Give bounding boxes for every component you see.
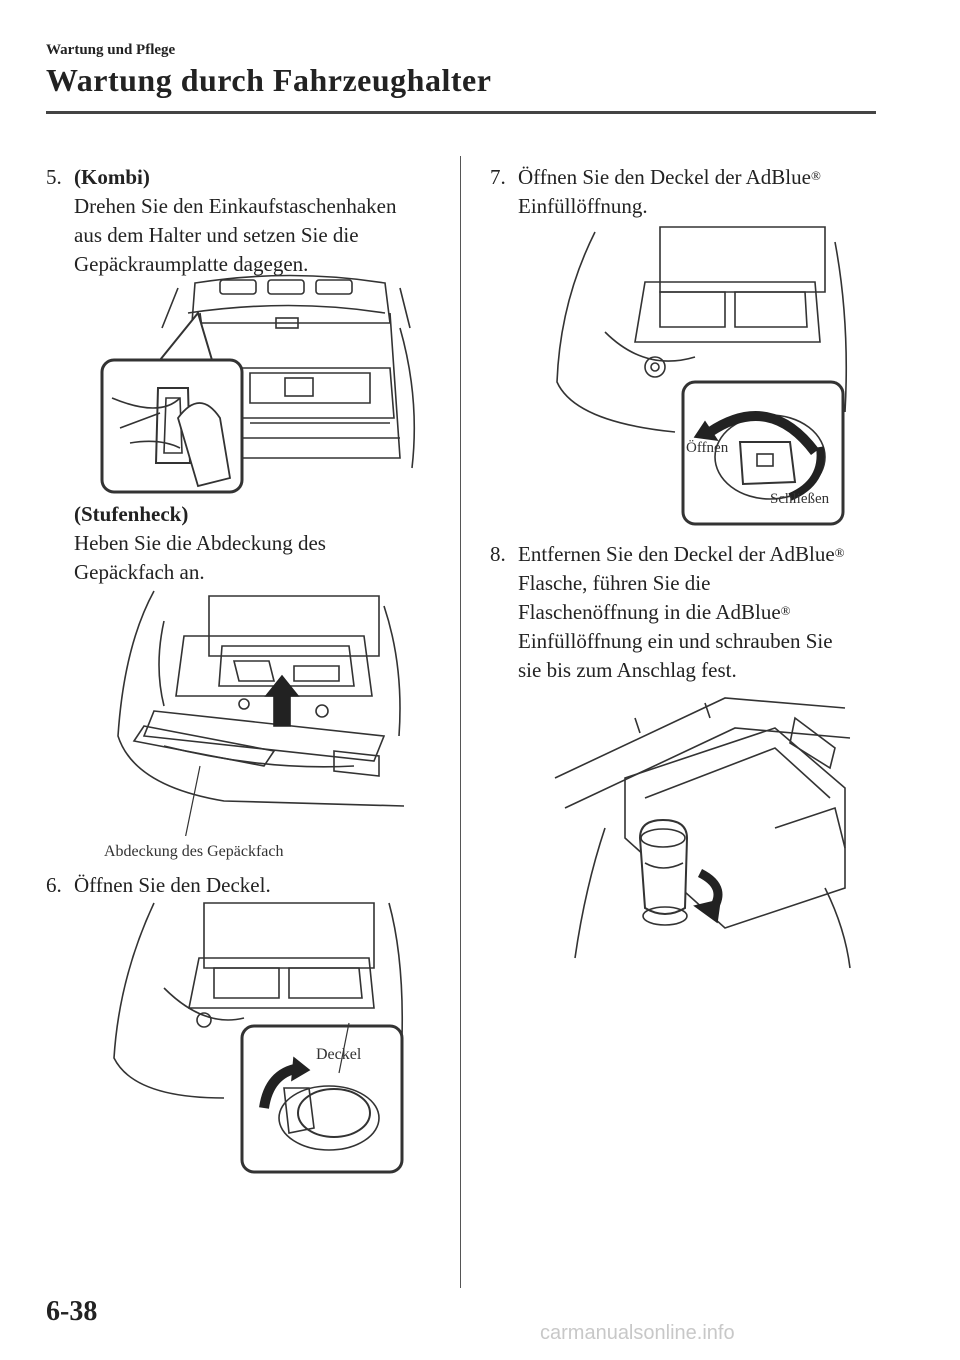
- step-text-line: aus dem Halter und setzen Sie die: [74, 223, 359, 247]
- step-number: 7.: [490, 165, 506, 189]
- step-text-line: Gepäckraumplatte dagegen.: [74, 252, 309, 276]
- step-text-line: Flasche, führen Sie die: [518, 571, 711, 595]
- step-text-line: Flaschenöffnung in die AdBlue®: [518, 600, 791, 624]
- title-rule: [46, 111, 876, 114]
- page-number: 6-38: [46, 1296, 98, 1327]
- registered-mark: ®: [834, 545, 845, 560]
- step-text-line: Öffnen Sie den Deckel.: [74, 873, 271, 897]
- page-title: Wartung durch Fahrzeughalter: [46, 62, 492, 98]
- cover-caption: Abdeckung des Gepäckfach: [104, 843, 284, 860]
- step-text-line: Gepäckfach an.: [74, 560, 205, 584]
- column-divider: [460, 156, 461, 1288]
- open-label: Öffnen: [686, 440, 729, 456]
- step-number: 5.: [46, 165, 62, 189]
- step-text-line: Drehen Sie den Einkaufstaschenhaken: [74, 194, 397, 218]
- step-number: 6.: [46, 873, 62, 897]
- step-7: [490, 163, 890, 225]
- step-text-line: Heben Sie die Abdeckung des: [74, 531, 326, 555]
- registered-mark: ®: [780, 603, 791, 618]
- kombi-trunk-illustration: [100, 268, 420, 498]
- step-text-line: Öffnen Sie den Deckel der AdBlue®: [518, 165, 821, 189]
- adblue-bottle-illustration: [545, 688, 855, 973]
- section-kicker: Wartung und Pflege: [46, 42, 176, 58]
- step-text-line: Einfüllöffnung ein und schrauben Sie: [518, 629, 833, 653]
- registered-mark: ®: [810, 168, 821, 183]
- stufenheck-text: [74, 500, 454, 590]
- kombi-heading: (Kombi): [74, 165, 150, 189]
- sedan-trunk-illustration: [104, 586, 406, 836]
- step-8: [490, 540, 910, 690]
- step-text-line: sie bis zum Anschlag fest.: [518, 658, 737, 682]
- open-lid-illustration: [104, 898, 406, 1178]
- stufenheck-heading: (Stufenheck): [74, 502, 189, 526]
- deckel-label: Deckel: [316, 1046, 362, 1063]
- step-number: 8.: [490, 542, 506, 566]
- step-text-line: Einfüllöffnung.: [518, 194, 648, 218]
- adblue-cap-illustration: [545, 222, 850, 527]
- watermark: carmanualsonline.info: [540, 1322, 735, 1344]
- close-label: Schließen: [770, 491, 830, 507]
- step-text-line: Entfernen Sie den Deckel der AdBlue®: [518, 542, 845, 566]
